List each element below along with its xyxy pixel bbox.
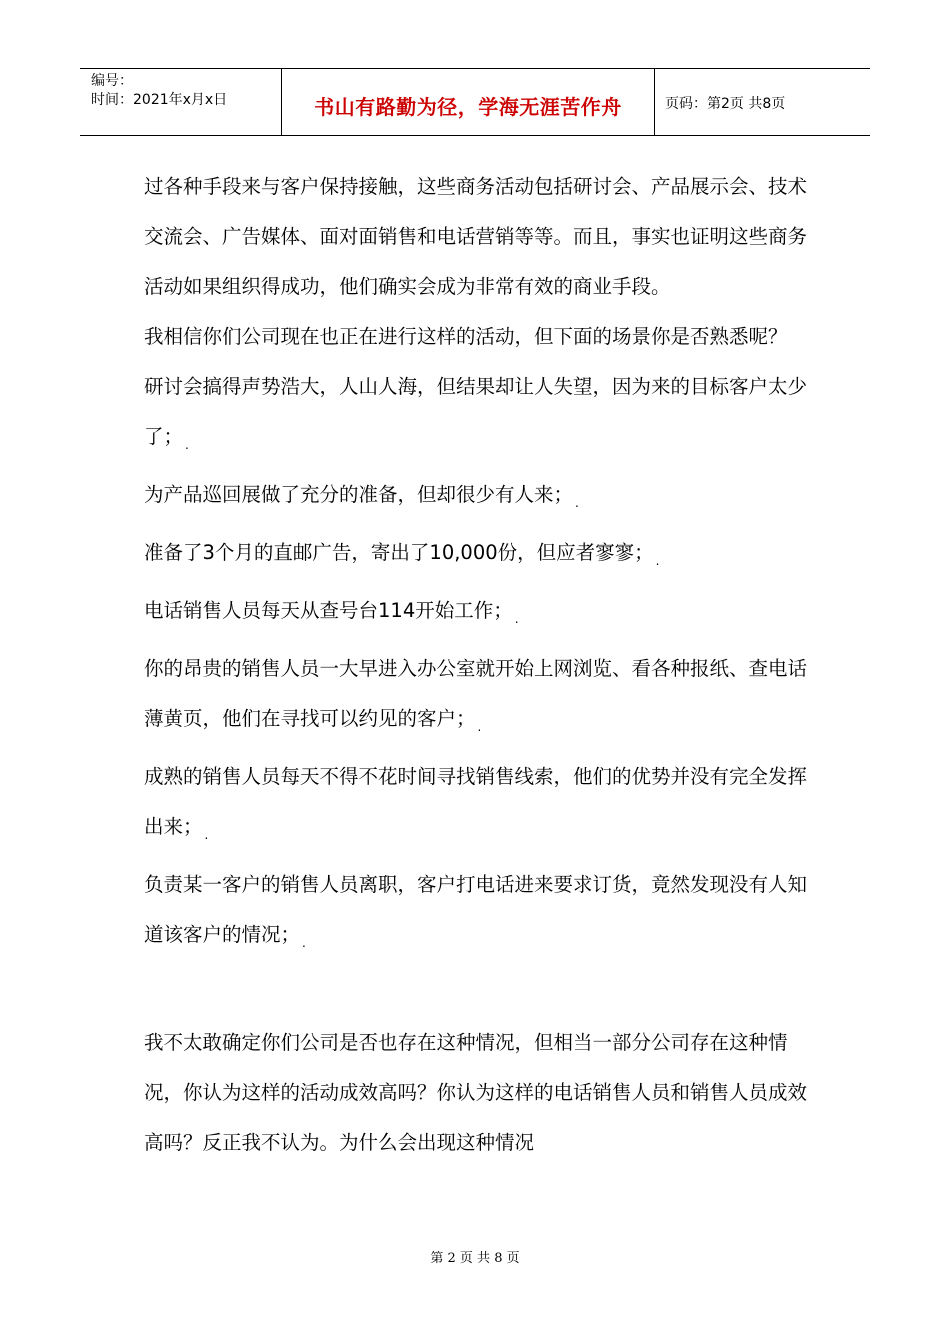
page-footer: 第 2 页 共 8 页 [430,1251,520,1266]
number-label: 编号： [91,73,133,89]
paragraph: 我相信你们公司现在也正在进行这样的活动，但下面的场景你是否熟悉呢？ [144,325,788,348]
paragraph-mark: . [575,496,579,510]
paragraph-mark: . [185,438,189,452]
list-item: 你的昂贵的销售人员一大早进入办公室就开始上网浏览、看各种报纸、查电话薄黄页，他们在寻找可以约见的客户； $_.$ [144,657,808,734]
list-item: 研讨会搞得声势浩大，人山人海，但结果却让人失望，因为来的目标客户太少了； $_.$ [144,375,808,452]
list-item: 准备了3个月的直邮广告，寄出了10,000份，但应者寥寥； $_.$ [144,541,660,568]
paragraph-mark: . [514,612,519,626]
paragraph-mark: . [655,554,660,568]
header-page-info: 页码：第2页 共8页 [665,96,786,112]
list-item: 负责某一客户的销售人员离职，客户打电话进来要求订货，竟然发现没有人知道该客户的情况； $_.$ [144,873,808,950]
header-motto: 书山有路勤为径，学海无涯苦作舟 [314,95,622,119]
blank-line [144,968,814,1018]
list-item: 为产品巡回展做了充分的准备，但却很少有人来； $_.$ [144,483,579,510]
header-meta [91,72,227,110]
paragraph: 我不太敢确定你们公司是否也存在这种情况，但相当一部分公司存在这种情况，你认为这样的活动成效高吗？你认为这样的电话销售人员和销售人员成效高吗？反正我不认为。为什么会出现这种情况 [144,1031,808,1154]
header-divider [654,69,655,135]
paragraph-mark: . [204,828,209,842]
page-header [80,68,870,136]
list-item: 成熟的销售人员每天不得不花时间寻找销售线索，他们的优势并没有完全发挥出来； $_.$ [144,765,808,842]
document-body [144,162,814,1168]
paragraph: 过各种手段来与客户保持接触，这些商务活动包括研讨会、产品展示会、技术交流会、广告媒体、面对面销售和电话营销等等。而且，事实也证明这些商务活动如果组织得成功，他们确实会成为非常有效的商业手段。 [144,175,808,298]
list-item: 电话销售人员每天从查号台114开始工作； $_.$ [144,599,519,626]
paragraph-mark: . [302,936,306,950]
time-label: 时间：2021年x月x日 [91,92,228,108]
paragraph-mark: . [477,720,482,734]
